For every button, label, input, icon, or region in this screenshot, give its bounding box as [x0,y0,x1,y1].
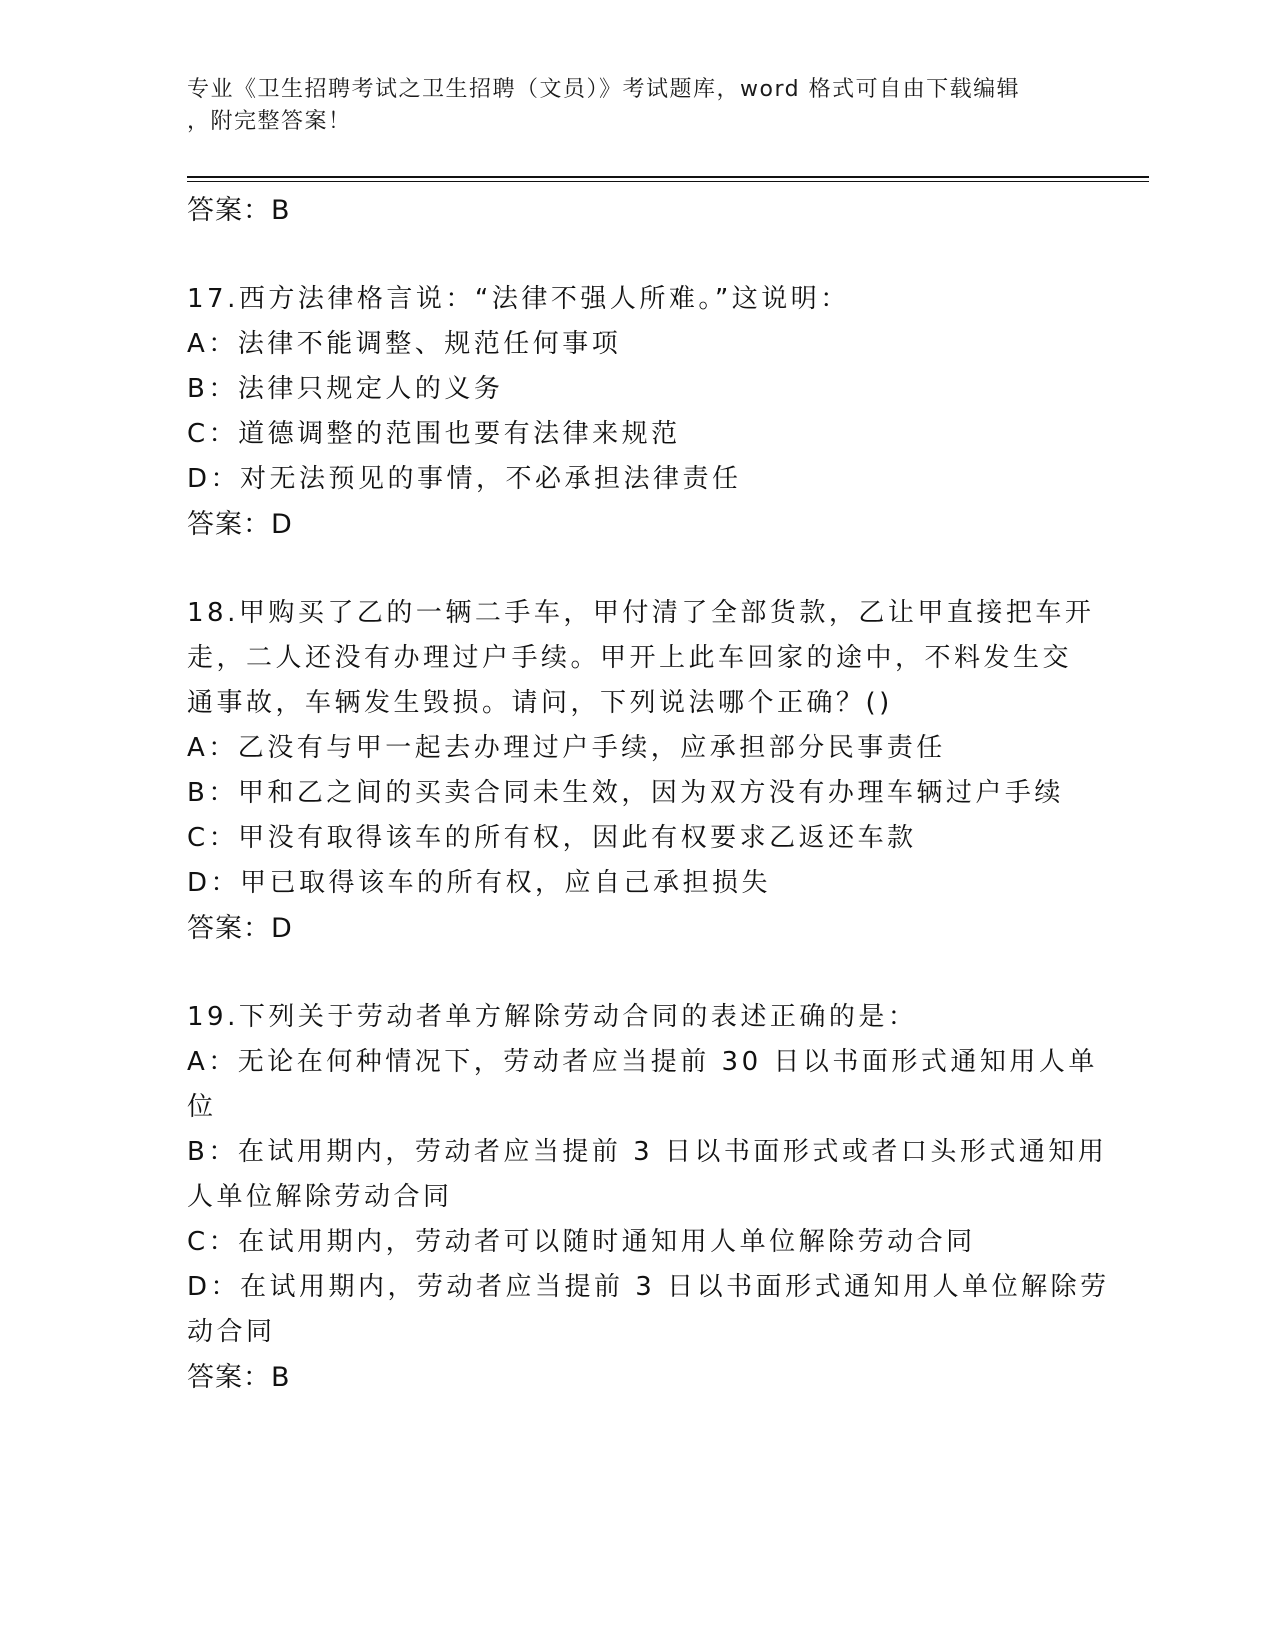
question-stem: 17.西方法律格言说：“法律不强人所难。”这说明： [187,284,850,314]
option-b: B：法律只规定人的义务 [187,374,504,404]
question-stem-line-3: 通事故，车辆发生毁损。请问，下列说法哪个正确？() [187,688,893,718]
question-stem-line-1: 18.甲购买了乙的一辆二手车，甲付清了全部货款，乙让甲直接把车开 [187,598,1095,628]
option-d: D：对无法预见的事情，不必承担法律责任 [187,464,742,494]
option-c: C：道德调整的范围也要有法律来规范 [187,419,681,449]
option-a: A：法律不能调整、规范任何事项 [187,329,622,359]
answer-line: 答案：D [187,509,293,540]
option-b-line-1: B：在试用期内，劳动者应当提前 3 日以书面形式或者口头形式通知用 [187,1137,1108,1167]
option-d-line-1: D：在试用期内，劳动者应当提前 3 日以书面形式通知用人单位解除劳 [187,1272,1110,1302]
question-stem-line-2: 走，二人还没有办理过户手续。甲开上此车回家的途中，不料发生交 [187,643,1073,673]
option-a-line-1: A：无论在何种情况下，劳动者应当提前 30 日以书面形式通知用人单 [187,1047,1098,1077]
option-c: C：在试用期内，劳动者可以随时通知用人单位解除劳动合同 [187,1227,976,1257]
answer-line: 答案：B [187,195,291,226]
option-d-line-2: 动合同 [187,1317,276,1347]
question-stem: 19.下列关于劳动者单方解除劳动合同的表述正确的是： [187,1002,918,1032]
question-19 [187,995,1110,1400]
option-c: C：甲没有取得该车的所有权，因此有权要求乙返还车款 [187,823,917,853]
option-b-line-2: 人单位解除劳动合同 [187,1182,453,1212]
question-18 [187,591,1095,951]
option-d: D：甲已取得该车的所有权，应自己承担损失 [187,868,772,898]
header-divider [187,176,1149,182]
question-17 [187,277,1087,547]
header-line-1: 专业《卫生招聘考试之卫生招聘（文员）》考试题库，word 格式可自由下载编辑 [187,77,1021,102]
answer-line: 答案：D [187,913,293,944]
question-list [187,188,1110,1400]
answer-line: 答案：B [187,1362,291,1393]
option-a-line-2: 位 [187,1092,217,1122]
document-header [187,74,1067,138]
option-a: A：乙没有与甲一起去办理过户手续，应承担部分民事责任 [187,733,946,763]
option-b: B：甲和乙之间的买卖合同未生效，因为双方没有办理车辆过户手续 [187,778,1064,808]
header-line-2: ，附完整答案！ [187,109,352,134]
